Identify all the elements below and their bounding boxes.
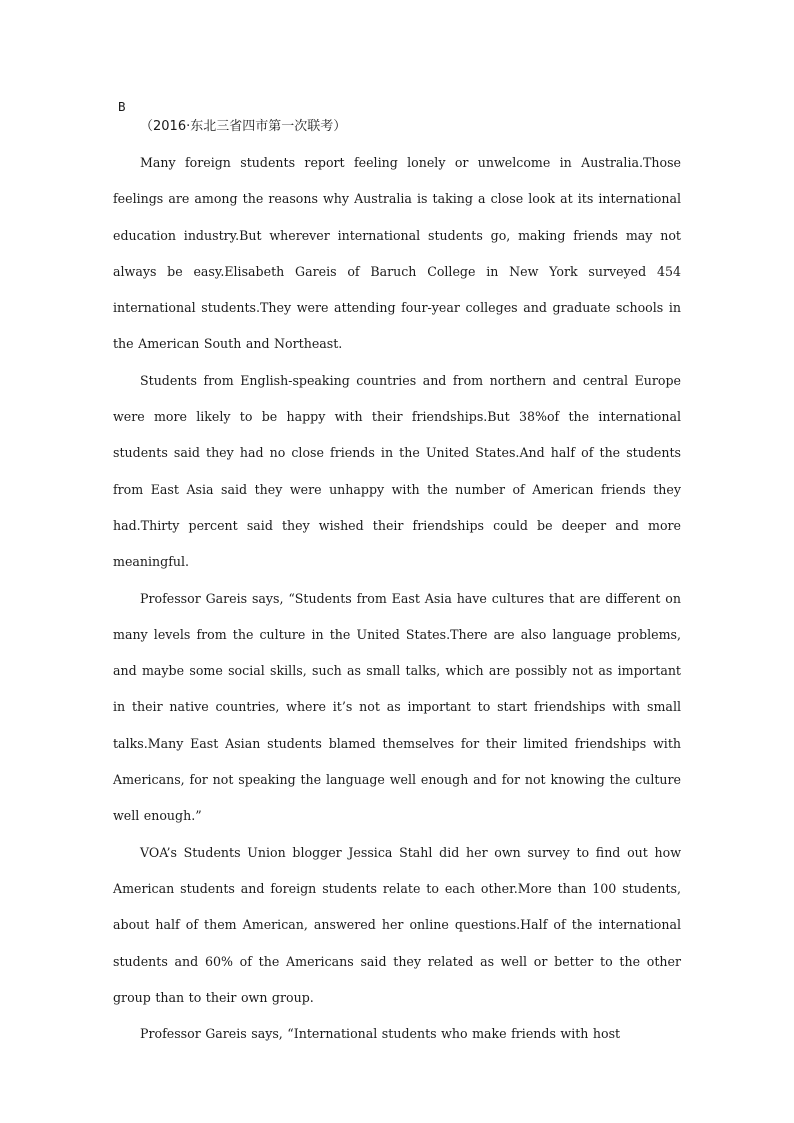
- paragraph-5: Professor Gareis says, “International students who make friends with host: [140, 1026, 621, 1042]
- paragraph-4: VOA’s Students Union blogger Jessica Stahl did her own survey to find out how American students and foreign students relate to each other.More than 100 students, about half of them American, answered her online questions.Half of the international students and 60% of the Americans said they related as well or better to the other group than to their own group.: [113, 844, 681, 1005]
- paragraph-1: Many foreign students report feeling lonely or unwelcome in Australia.Those feelings are among the reasons why Australia is taking a close look at its international education industry.But wherever international students go, making friends may not always be easy.Elisabeth Gareis of Baruch College in New York surveyed 454 international students.They were attending four-year colleges and graduate schools in the American South and Northeast.: [113, 155, 681, 352]
- paragraph-2: Students from English-speaking countries and from northern and central Europe were more likely to be happy with their friendships.But 38%of the international students said they had no close friends in the United States.And half of the students from East Asia said they were unhappy with the number of American friends they had.Thirty percent said they wished their friendships could be deeper and more meaningful.: [113, 372, 681, 570]
- exam-source: （2016·东北三省四市第一次联考）: [140, 119, 347, 134]
- section-letter: B: [118, 99, 126, 114]
- paragraph-3: Professor Gareis says, “Students from East Asia have cultures that are different on many levels from the culture in the United States.There are also language problems, and maybe some social skills, such as small talks, which are possibly not as important in their native countries, where it’s not as important to start friendships with small talks.Many East Asian students blamed themselves for their limited friendships with Americans, for not speaking the language well enough and for not knowing the culture well enough.”: [113, 590, 681, 824]
- reading-passage: [113, 145, 681, 1052]
